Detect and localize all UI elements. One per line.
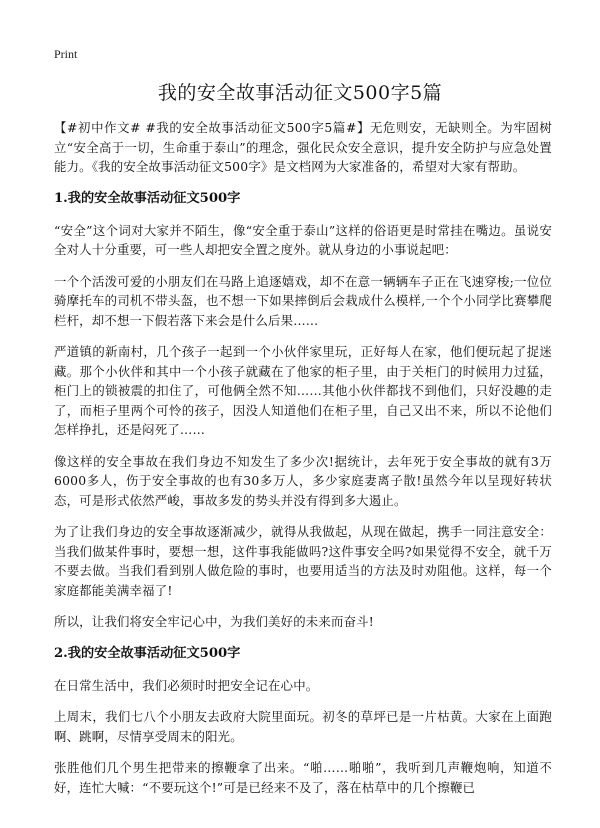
paragraph: 张胜他们几个男生把带来的擦鞭拿了出来。“啪……啪啪”，我听到几声鞭炮响，知道不好，连忙大喊：“不要玩这个!”可是已经来不及了，落在枯草中的几个擦鞭已	[54, 760, 552, 795]
paragraph: 为了让我们身边的安全事故逐渐减少，就得从我做起，从现在做起，携手一同注意安全：当我们做某件事时，要想一想，这件事我能做吗?这件事安全吗?如果觉得不安全，就千万不要去做。当我们看到别人做危险的事时，也要用适当的方法及时劝阻他。这样，每一个家庭都能美满幸福了!	[54, 524, 552, 598]
print-link[interactable]: Print	[54, 47, 78, 61]
intro-paragraph	[54, 118, 552, 177]
paragraph: “安全”这个词对大家并不陌生，像“安全重于泰山”这样的俗语更是时常挂在嘴边。虽说安全对人十分重要，可一些人却把安全置之度外。就从身边的小事说起吧：	[54, 222, 552, 257]
paragraph: 上周末，我们七八个小朋友去政府大院里面玩。初冬的草坪已是一片枯黄。大家在上面跑啊、跳啊，尽情享受周末的阳光。	[54, 709, 552, 744]
paragraph: 严道镇的新南村，几个孩子一起到一个小伙伴家里玩，正好每人在家，他们便玩起了捉迷藏。那个小伙伴和其中一个小孩子就藏在了他家的柜子里，由于关柜门的时候用力过猛，柜门上的锁被震的扣住了，可他俩全然不知……其他小伙伴都找不到他们，只好没趣的走了，而柜子里两个可怜的孩子，因没人知道他们在柜子里，自己又出不来，所以不论他们怎样挣扎，还是闷死了……	[54, 344, 552, 437]
section-heading: 2.我的安全故事活动征文500字	[54, 645, 241, 661]
article-body	[54, 118, 552, 809]
section-heading: 1.我的安全故事活动征文500字	[54, 190, 241, 206]
paragraph: 像这样的安全事故在我们身边不知发生了多少次!据统计，去年死于安全事故的就有3万6000多人，伤于安全事故的也有30多万人，多少家庭妻离子散!虽然今年以呈现好转状态，可是形式依然严峻，事故多发的势头并没有得到多大遏止。	[54, 453, 552, 508]
section-2	[54, 644, 552, 798]
intro-tag: 【#初中作文# #我的安全故事活动征文500字5篇#】	[54, 120, 370, 135]
paragraph: 一个个活泼可爱的小朋友们在马路上追逐嬉戏，却不在意一辆辆车子正在飞速穿梭;一位位骑摩托车的司机不带头盔，也不想一下如果摔倒后会栽成什么模样,一个个小同学比赛攀爬栏杆，却不想一下假若落下来会是什么后果……	[54, 273, 552, 328]
section-1	[54, 189, 552, 632]
intro-text: 无危则安，无缺则全。为牢固树立“安全高于一切，生命重于泰山”的理念，强化民众安全意识，提升安全防护与应急处置能力。《我的安全故事活动征文500字》是文档网为大家准备的，希望对大家有帮助。	[54, 120, 552, 174]
paragraph: 在日常生活中，我们必须时时把安全记在心中。	[54, 677, 319, 693]
page-title: 我的安全故事活动征文500字5篇	[157, 82, 443, 104]
paragraph: 所以，让我们将安全牢记心中，为我们美好的未来而奋斗!	[54, 614, 374, 629]
